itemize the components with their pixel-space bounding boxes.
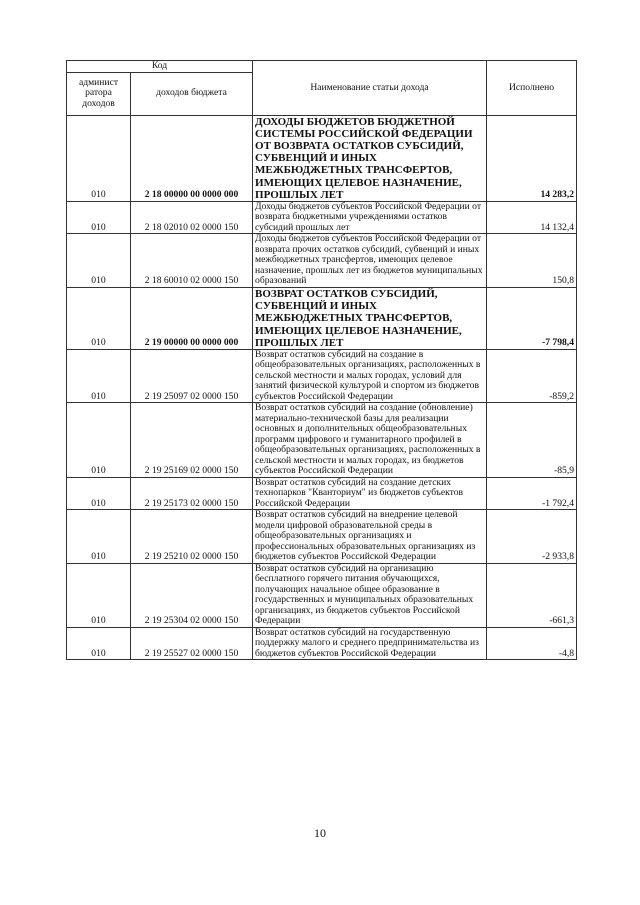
admin-code-cell: 010 [67,403,131,478]
income-code-cell: 2 18 00000 00 0000 000 [131,115,253,201]
code-group-header: Код [67,61,253,73]
executed-value-cell: -85,9 [487,403,577,478]
income-code-cell: 2 19 00000 00 0000 000 [131,287,253,349]
income-name-cell: Доходы бюджетов субъектов Российской Федерации от возврата бюджетными учреждениями остатков субсидий прошлых лет [253,201,487,234]
executed-value-cell: 14 132,4 [487,201,577,234]
income-name-cell: Возврат остатков субсидий на создание (обновление) материально-технической базы для реализации основных и дополнительных общеобразовательных программ цифрового и гуманитарного профилей в общеобразовательных организациях, расположенных в сельской местности и малых городах, из бюджетов субъектов Российской Федерации [253,403,487,478]
income-code-cell: 2 18 02010 02 0000 150 [131,201,253,234]
admin-code-cell: 010 [67,477,131,510]
income-code-cell: 2 19 25304 02 0000 150 [131,563,253,627]
table-row [67,201,577,234]
income-name-cell: ВОЗВРАТ ОСТАТКОВ СУБСИДИЙ, СУБВЕНЦИЙ И ИНЫХ МЕЖБЮДЖЕТНЫХ ТРАНСФЕРТОВ, ИМЕЮЩИХ ЦЕЛЕВОЕ НАЗНАЧЕНИЕ, ПРОШЛЫХ ЛЕТ [253,287,487,349]
executed-value-cell: -4,8 [487,627,577,660]
table-row [67,477,577,510]
table-row [67,115,577,201]
income-code-cell: 2 19 25097 02 0000 150 [131,349,253,403]
admin-code-cell: 010 [67,287,131,349]
income-code-cell: 2 18 60010 02 0000 150 [131,234,253,288]
table-row [67,234,577,288]
income-name-cell: ДОХОДЫ БЮДЖЕТОВ БЮДЖЕТНОЙ СИСТЕМЫ РОССИЙСКОЙ ФЕДЕРАЦИИ ОТ ВОЗВРАТА ОСТАТКОВ СУБСИДИЙ, СУБВЕНЦИЙ И ИНЫХ МЕЖБЮДЖЕТНЫХ ТРАНСФЕРТОВ, ИМЕЮЩИХ ЦЕЛЕВОЕ НАЗНАЧЕНИЕ, ПРОШЛЫХ ЛЕТ [253,115,487,201]
admin-code-cell: 010 [67,115,131,201]
table-row [67,349,577,403]
income-name-cell: Доходы бюджетов субъектов Российской Федерации от возврата прочих остатков субсидий, субвенций и иных межбюджетных трансфертов, имеющих целевое назначение, прошлых лет из бюджетов муниципальных образований [253,234,487,288]
table-row [67,287,577,349]
income-code-cell: 2 19 25210 02 0000 150 [131,510,253,564]
executed-value-cell: -7 798,4 [487,287,577,349]
admin-code-cell: 010 [67,627,131,660]
income-name-cell: Возврат остатков субсидий на внедрение целевой модели цифровой образовательной среды в общеобразовательных организациях и профессиональных образовательных организациях из бюджетов субъектов Российской Федерации [253,510,487,564]
income-code-cell: 2 19 25173 02 0000 150 [131,477,253,510]
executed-value-cell: -1 792,4 [487,477,577,510]
name-column-header: Наименование статьи дохода [253,61,487,116]
admin-column-header: админист ратора доходов [67,72,131,115]
executed-column-header: Исполнено [487,61,577,116]
income-name-cell: Возврат остатков субсидий на государственную поддержку малого и среднего предпринимательства из бюджетов субъектов Российской Федерации [253,627,487,660]
executed-value-cell: 150,8 [487,234,577,288]
income-code-column-header: доходов бюджета [131,72,253,115]
admin-code-cell: 010 [67,234,131,288]
executed-value-cell: 14 283,2 [487,115,577,201]
income-name-cell: Возврат остатков субсидий на организацию бесплатного горячего питания обучающихся, получающих начальное общее образование в государственных и муниципальных образовательных организациях, из бюджетов субъектов Российской Федерации [253,563,487,627]
table-row [67,403,577,478]
income-code-cell: 2 19 25527 02 0000 150 [131,627,253,660]
page-number: 10 [314,826,326,840]
income-code-cell: 2 19 25169 02 0000 150 [131,403,253,478]
income-name-cell: Возврат остатков субсидий на создание в общеобразовательных организациях, расположенных в сельской местности и малых городах, условий для занятий физической культурой и спортом из бюджетов субъектов Российской Федерации [253,349,487,403]
executed-value-cell: -661,3 [487,563,577,627]
table-row [67,627,577,660]
admin-code-cell: 010 [67,349,131,403]
executed-value-cell: -859,2 [487,349,577,403]
table-row [67,510,577,564]
admin-code-cell: 010 [67,563,131,627]
budget-income-table [66,60,577,660]
executed-value-cell: -2 933,8 [487,510,577,564]
table-row [67,563,577,627]
income-name-cell: Возврат остатков субсидий на создание детских технопарков "Кванториум" из бюджетов субъектов Российской Федерации [253,477,487,510]
admin-code-cell: 010 [67,510,131,564]
admin-code-cell: 010 [67,201,131,234]
